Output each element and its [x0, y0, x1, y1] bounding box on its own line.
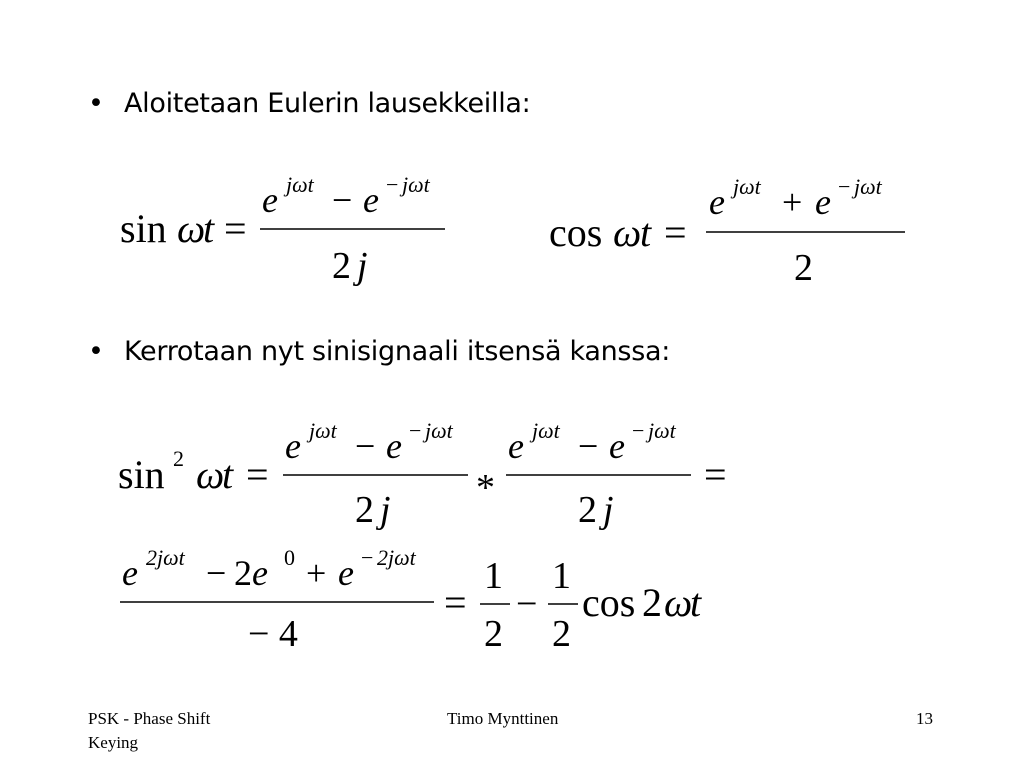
bullet-text-multiply: Kerrotaan nyt sinisignaali itsensä kanssa:	[124, 336, 671, 367]
minus-operator: −	[578, 426, 599, 466]
minus-operator: −	[206, 553, 227, 593]
equation-cos-euler	[549, 174, 905, 289]
exponent-positive: jωt	[309, 418, 337, 443]
numerator-one: 1	[552, 555, 571, 597]
t-var: t	[640, 210, 652, 255]
denominator-two: 2	[552, 613, 571, 655]
denominator-j: j	[603, 489, 614, 531]
footer-title: PSK - Phase Shift Keying	[88, 709, 211, 752]
trailing-equals-sign: =	[704, 452, 727, 497]
exponent-sign: −	[361, 545, 374, 570]
t-var: t	[690, 580, 702, 625]
footer-page-number: 13	[916, 709, 933, 728]
coefficient-two: 2	[234, 553, 252, 593]
t-var: t	[222, 452, 234, 497]
bullet-marker: •	[88, 88, 104, 119]
omega-symbol: ω	[196, 452, 225, 497]
denominator-two: 2	[794, 247, 813, 289]
exponent-positive: jωt	[733, 174, 761, 199]
cos-func: cos	[582, 580, 636, 625]
minus-operator: −	[516, 583, 538, 625]
exponent-sign: −	[386, 172, 399, 197]
minus-operator: −	[332, 180, 353, 220]
footer-author: Timo Mynttinen	[447, 709, 559, 728]
equals-sign: =	[246, 452, 269, 497]
denominator-two: 2	[578, 489, 597, 531]
denominator-two: 2	[355, 489, 374, 531]
omega-symbol: ω	[613, 210, 642, 255]
e-base: e	[285, 426, 301, 466]
equation-sin-euler	[120, 172, 445, 287]
equals-sign: =	[444, 580, 467, 625]
e-base: e	[815, 182, 831, 222]
exponent-negative: jωt	[854, 174, 882, 199]
e-base: e	[262, 180, 278, 220]
denominator-minus-four: − 4	[248, 613, 298, 655]
e-base: e	[508, 426, 524, 466]
equation-sin-squared	[118, 418, 727, 531]
bullet-text-euler: Aloitetaan Eulerin lausekkeilla:	[124, 88, 531, 119]
denominator-two: 2	[484, 613, 503, 655]
equals-sign: =	[664, 210, 687, 255]
t-var: t	[203, 206, 215, 251]
exponent-positive: jωt	[286, 172, 314, 197]
cos-coefficient-two: 2	[642, 580, 662, 625]
e-base: e	[122, 553, 138, 593]
exponent-zero: 0	[284, 545, 295, 570]
exponent-negative: jωt	[648, 418, 676, 443]
power-two: 2	[173, 446, 184, 471]
e-base: e	[386, 426, 402, 466]
e-base: e	[363, 180, 379, 220]
omega-symbol: ω	[664, 580, 693, 625]
denominator-two: 2	[332, 245, 351, 287]
exponent-sign: −	[409, 418, 422, 443]
equals-sign: =	[224, 206, 247, 251]
e-base: e	[252, 553, 268, 593]
denominator-j: j	[357, 245, 368, 287]
bullet-marker: •	[88, 336, 104, 367]
numerator-one: 1	[484, 555, 503, 597]
exponent-sign: −	[838, 174, 851, 199]
equation-result	[120, 545, 702, 655]
minus-operator: −	[355, 426, 376, 466]
sin-func: sin	[118, 452, 165, 497]
omega-symbol: ω	[177, 206, 206, 251]
exponent-sign: −	[632, 418, 645, 443]
times-operator: *	[476, 467, 495, 509]
plus-operator: +	[306, 553, 327, 593]
e-base: e	[709, 182, 725, 222]
plus-operator: +	[782, 182, 803, 222]
exponent-positive: jωt	[532, 418, 560, 443]
exponent-negative: jωt	[425, 418, 453, 443]
exponent-2jwt: 2jωt	[377, 545, 416, 570]
exponent-2jwt: 2jωt	[146, 545, 185, 570]
exponent-negative: jωt	[402, 172, 430, 197]
e-base: e	[338, 553, 354, 593]
cos-func: cos	[549, 210, 603, 255]
e-base: e	[609, 426, 625, 466]
sin-func: sin	[120, 206, 167, 251]
denominator-j: j	[380, 489, 391, 531]
